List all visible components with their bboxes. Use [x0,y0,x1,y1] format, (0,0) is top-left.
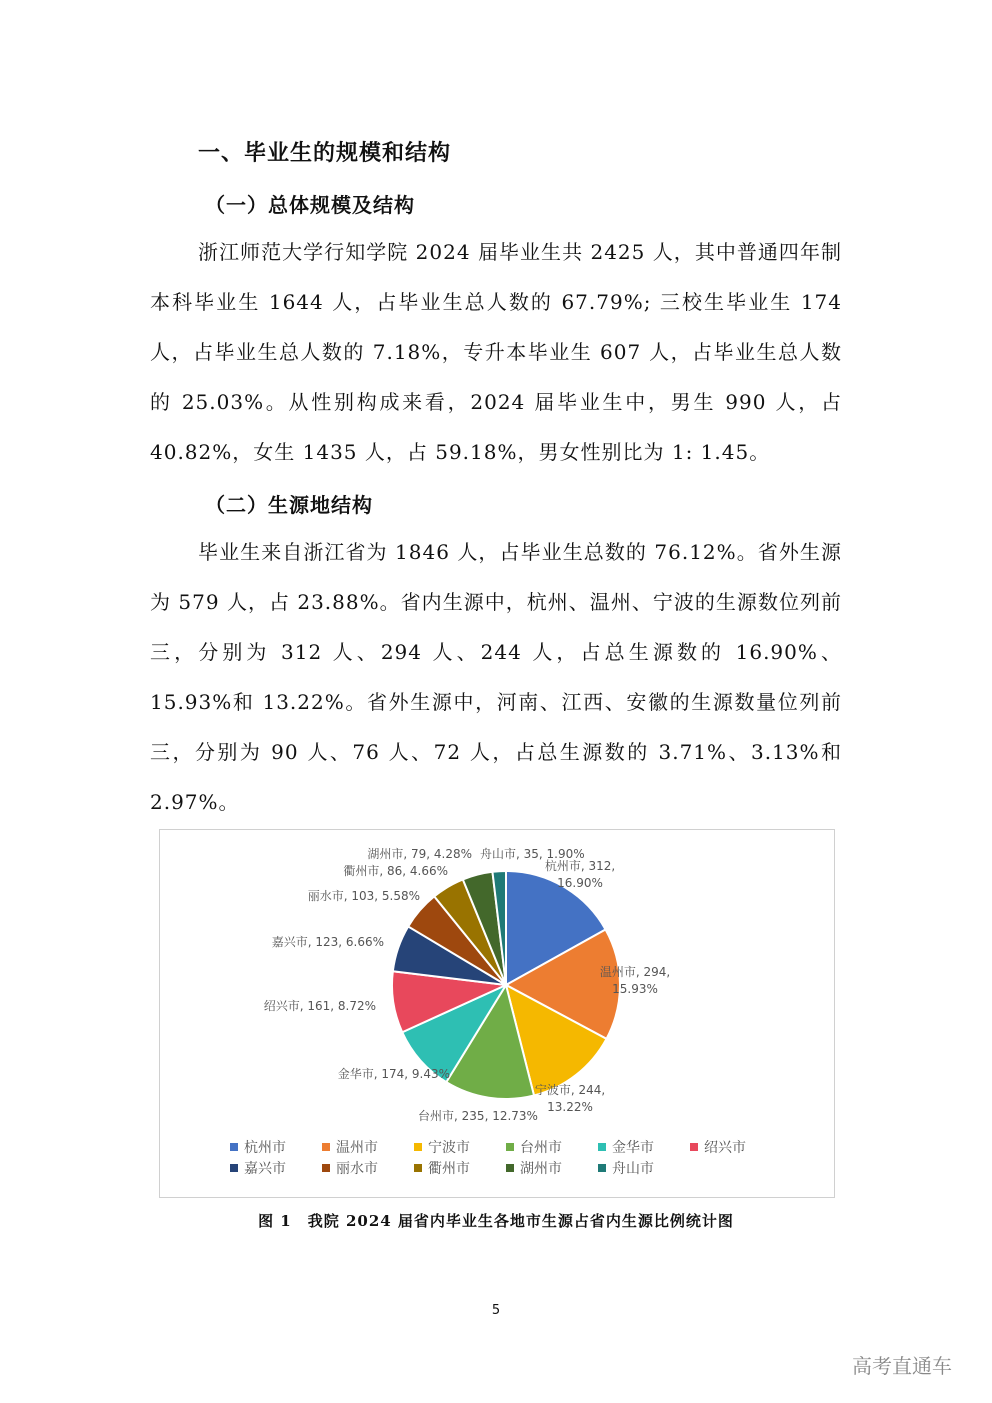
legend-swatch [414,1143,422,1151]
legend-label: 金华市 [612,1139,654,1156]
slice-data-label: 嘉兴市, 123, 6.66% [271,935,384,949]
section-heading-origin: （二）生源地结构 [205,493,373,517]
legend-swatch [506,1143,514,1151]
paragraph-origin-structure: 毕业生来自浙江省为 1846 人，占毕业生总数的 76.12%。省外生源为 579 人，占 23.88%。省内生源中，杭州、温州、宁波的生源数位列前三，分别为 312 人、294 人、244 人，占总生源数的 16.90%、15.93%和 13.22%。省外生源中，河南、江西、安徽的生源数量位列前三，分别为 90 人、76 人、72 人，占总生源数的 3.71%、3.13%和 2.97%。 [150,540,842,814]
legend-item [598,1137,690,1157]
section-heading-main: 一、毕业生的规模和结构 [198,141,452,166]
legend-swatch [230,1143,238,1151]
section-heading-scale: （一）总体规模及结构 [205,193,415,217]
legend-swatch [322,1143,330,1151]
legend-item [414,1137,506,1157]
legend-swatch [414,1164,422,1172]
legend-item [322,1158,414,1178]
legend-swatch [598,1164,606,1172]
legend-swatch [322,1164,330,1172]
legend-item [690,1137,782,1157]
legend-swatch [690,1143,698,1151]
paragraph-scale-structure: 浙江师范大学行知学院 2024 届毕业生共 2425 人，其中普通四年制本科毕业生 1644 人，占毕业生总人数的 67.79%; 三校生毕业生 174 人，占毕业生总人数的 7.18%，专升本毕业生 607 人，占毕业生总人数的 25.03%。从性别构成来看，2024 届毕业生中，男生 990 人，占 40.82%，女生 1435 人，占 59.18%，男女性别比为 1: 1.45。 [150,240,842,464]
legend-label: 台州市 [520,1139,562,1156]
slice-data-label: 台州市, 235, 12.73% [418,1109,538,1123]
slice-data-label: 温州市, 294, 15.93% [599,965,671,996]
legend-item [506,1158,598,1178]
legend-item [322,1137,414,1157]
figure-caption: 图 1 我院 2024 届省内毕业生各地市生源占省内生源比例统计图 [258,1212,734,1230]
legend-label: 衢州市 [428,1160,470,1177]
pie-chart [159,829,835,1198]
slice-data-label: 丽水市, 103, 5.58% [307,889,420,903]
legend-label: 宁波市 [428,1139,470,1156]
legend-label: 温州市 [336,1139,378,1156]
slice-data-label: 绍兴市, 161, 8.72% [263,999,376,1013]
legend-row [230,1157,790,1178]
legend-item [230,1158,322,1178]
legend-label: 杭州市 [244,1139,286,1156]
legend-row [230,1136,790,1157]
slice-data-label: 湖州市, 79, 4.28% [367,847,472,861]
chart-legend [230,1136,790,1178]
slice-data-label: 衢州市, 86, 4.66% [343,864,448,878]
legend-label: 嘉兴市 [244,1160,286,1177]
slice-data-label: 杭州市, 312, 16.90% [544,859,616,890]
legend-item [414,1158,506,1178]
legend-label: 丽水市 [336,1160,378,1177]
legend-item [598,1158,690,1178]
legend-label: 舟山市 [612,1160,654,1177]
slice-data-label: 宁波市, 244, 13.22% [534,1083,606,1114]
pie-chart-plot [160,830,834,1140]
legend-swatch [230,1164,238,1172]
page-number: 5 [491,1303,501,1318]
legend-swatch [598,1143,606,1151]
slice-data-label: 舟山市, 35, 1.90% [480,847,585,861]
legend-item [230,1137,322,1157]
legend-item [506,1137,598,1157]
legend-swatch [506,1164,514,1172]
legend-label: 湖州市 [520,1160,562,1177]
slice-data-label: 金华市, 174, 9.43% [337,1067,450,1081]
watermark: 高考直通车 [852,1354,952,1378]
legend-label: 绍兴市 [704,1139,746,1156]
